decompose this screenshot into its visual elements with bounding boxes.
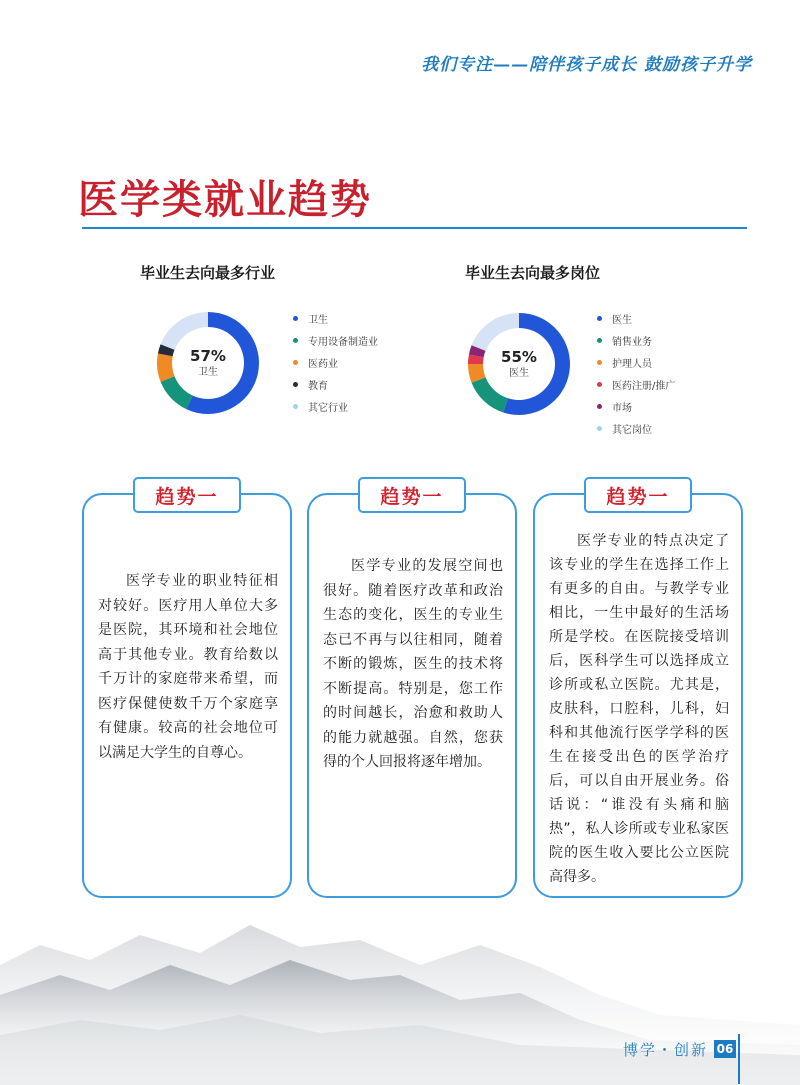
- trend-card-text: 医学专业的职业特征相对较好。医疗用人单位大多是医院，其环境和社会地位高于其他专业。教育给数以千万计的家庭带来希望，而医疗保健使数千万个家庭享有健康。较高的社会地位可以满足大学生的自尊心。: [98, 573, 278, 761]
- footer-divider: [738, 1034, 740, 1084]
- trend-card-badge: 趋势一: [358, 477, 466, 513]
- legend-dot-icon: [597, 316, 602, 321]
- trend-card-2: [307, 485, 517, 898]
- legend-label: 医生: [612, 314, 632, 326]
- chart2-center-value: 55%: [501, 348, 537, 366]
- chart1-center-label: 卫生: [198, 367, 218, 378]
- chart2-slice-2: [472, 377, 508, 412]
- chart1-legend-item: [293, 395, 378, 417]
- footer-text: 博学・创新: [622, 1041, 708, 1059]
- chart1-slice-5: [161, 312, 208, 350]
- chart2-legend-item: [597, 417, 675, 439]
- chart2-slice-6: [472, 313, 519, 351]
- legend-dot-icon: [597, 382, 602, 387]
- legend-dot-icon: [293, 360, 298, 365]
- chart1-title: 毕业生去向最多行业: [140, 264, 276, 282]
- page-title: 医学类就业趋势: [78, 176, 372, 223]
- trend-card-badge: 趋势一: [584, 477, 692, 513]
- chart2-legend: [597, 307, 675, 439]
- chart2-title: 毕业生去向最多岗位: [465, 264, 601, 282]
- chart1-legend-item: [293, 351, 378, 373]
- legend-label: 医药业: [308, 358, 338, 370]
- chart2-legend-item: [597, 329, 675, 351]
- trend-card-1: [82, 485, 292, 898]
- legend-dot-icon: [597, 360, 602, 365]
- page-number: 06: [714, 1040, 736, 1058]
- title-divider: [82, 227, 747, 229]
- trend-card-3: [533, 485, 743, 898]
- legend-dot-icon: [597, 404, 602, 409]
- chart2-legend-item: [597, 395, 675, 417]
- chart1-legend-item: [293, 373, 378, 395]
- legend-dot-icon: [293, 404, 298, 409]
- chart1-center-value: 57%: [190, 347, 226, 365]
- trend-card-text: 医学专业的发展空间也很好。随着医疗改革和政治生态的变化，医生的专业生态已不再与以往相同，随着不断的锻炼，医生的技术将不断提高。特别是，您工作的时间越长，治愈和救助人的能力就越强。自然，您获得的个人回报将逐年增加。: [323, 558, 503, 770]
- chart2-center-label: 医生: [509, 368, 529, 379]
- legend-dot-icon: [597, 338, 602, 343]
- chart1-legend-item: [293, 307, 378, 329]
- legend-label: 市场: [612, 402, 632, 414]
- legend-dot-icon: [293, 382, 298, 387]
- header-slogan: 我们专注——陪伴孩子成长 鼓励孩子升学: [421, 55, 752, 75]
- chart1-legend: [293, 307, 378, 417]
- legend-dot-icon: [293, 316, 298, 321]
- legend-dot-icon: [293, 338, 298, 343]
- legend-label: 销售业务: [612, 336, 652, 348]
- chart1-slice-2: [161, 376, 193, 409]
- trend-card-text: 医学专业的特点决定了该专业的学生在选择工作上有更多的自由。与教学专业相比，一生中最好的生活场所是学校。在医院接受培训后，医科学生可以选择成立诊所或私立医院。尤其是，皮肤科，口腔科，儿科，妇科和其他流行医学学科的医生在接受出色的医学治疗后，可以自由开展业务。俗话说：“谁没有头痛和脑热”，私人诊所或专业私家医院的医生收入要比公立医院高得多。: [549, 533, 729, 885]
- legend-label: 教育: [308, 380, 328, 392]
- legend-dot-icon: [597, 426, 602, 431]
- trend-card-badge: 趋势一: [133, 477, 241, 513]
- chart1-legend-item: [293, 329, 378, 351]
- chart2-legend-item: [597, 373, 675, 395]
- legend-label: 其它岗位: [612, 424, 652, 436]
- legend-label: 其它行业: [308, 402, 348, 414]
- chart2-legend-item: [597, 351, 675, 373]
- chart2-donut: [464, 309, 574, 419]
- chart2-legend-item: [597, 307, 675, 329]
- legend-label: 卫生: [308, 314, 328, 326]
- legend-label: 医药注册/推广: [612, 380, 676, 392]
- chart1-donut: [153, 308, 263, 418]
- legend-label: 护理人员: [612, 358, 652, 370]
- legend-label: 专用设备制造业: [308, 336, 378, 348]
